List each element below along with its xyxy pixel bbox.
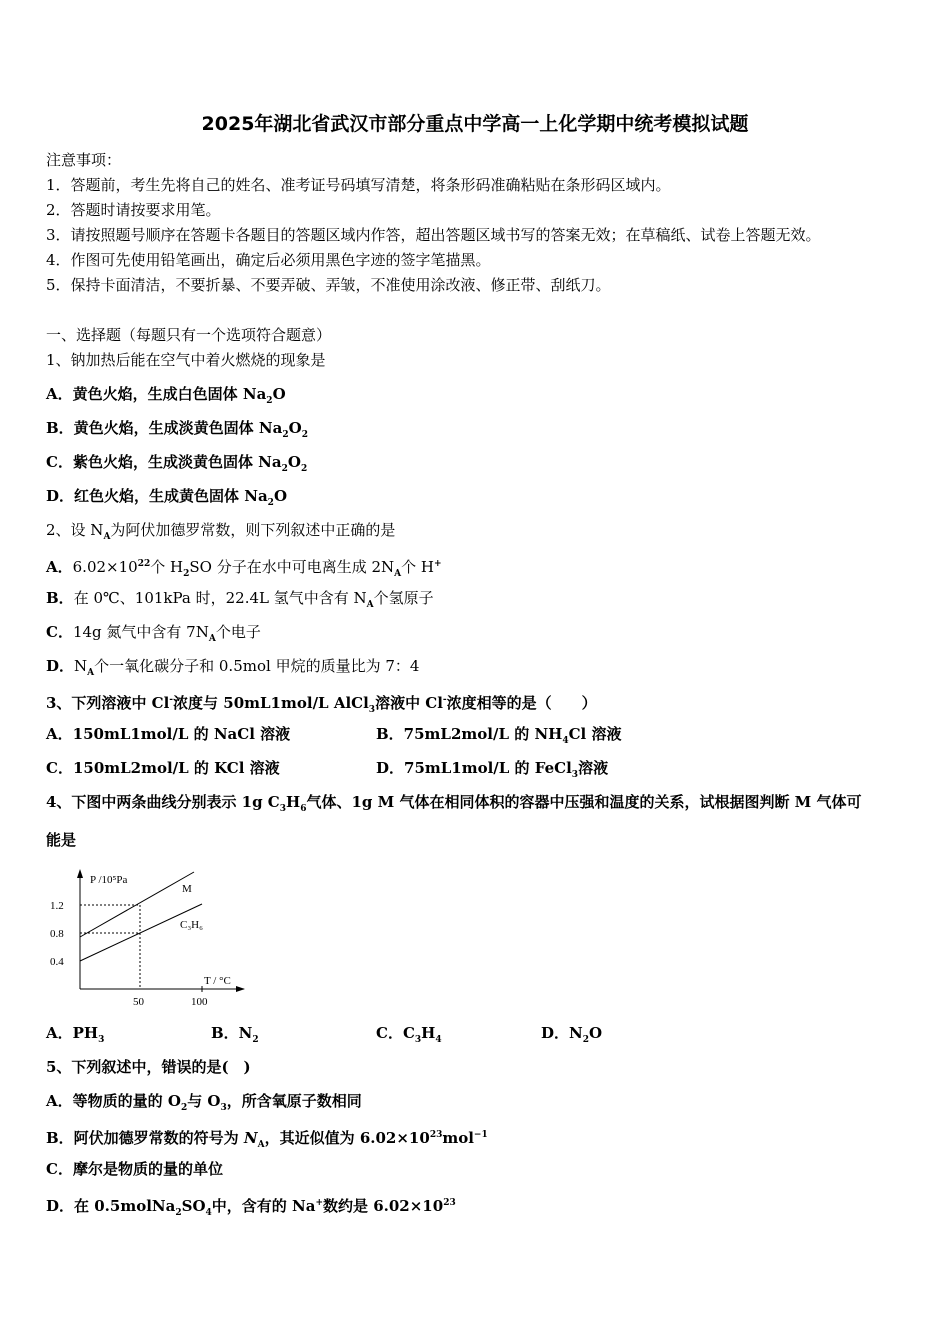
text-run: B．黄色火焰，生成淡黄色固体 Na — [46, 419, 283, 437]
text-run: B．N — [211, 1024, 253, 1042]
text-run: 2 — [175, 1208, 182, 1218]
option — [376, 724, 621, 751]
text-run: A． — [46, 558, 73, 576]
text-run: 1．答题前，考生先将自己的姓名、准考证号码填写清楚，将条形码准确粘贴在条形码区域内。 — [46, 176, 671, 194]
q2-option-b — [46, 588, 434, 615]
text-run: N — [74, 657, 88, 675]
line-C3H6 — [80, 904, 202, 961]
text-run: ，所含氧原子数相同 — [226, 1092, 362, 1110]
text-run: H — [421, 1024, 436, 1042]
text-run: 一、选择题（每题只有一个选项符合题意） — [46, 326, 332, 344]
text-run: SO — [181, 1197, 206, 1215]
text-run: 2 — [282, 430, 289, 440]
text-run: 2 — [252, 1035, 259, 1045]
text-run: C．紫色火焰，生成淡黄色固体 Na — [46, 453, 282, 471]
y-tick: 1.2 — [50, 900, 64, 912]
text-run: SO 分子在水中可电离生成 2N — [189, 558, 395, 576]
document-title: 2025年湖北省武汉市部分重点中学高一上化学期中统考模拟试题 — [201, 113, 749, 135]
q4-options — [46, 1023, 906, 1043]
text-run: A．等物质的量的 O — [46, 1092, 181, 1110]
text-run: 5．保持卡面清洁，不要折暴、不要弄破、弄皱，不准使用涂改液、修正带、刮纸刀。 — [46, 276, 611, 294]
text-run: 个一氧化碳分子和 0.5mol 甲烷的质量比为 7：4 — [94, 657, 420, 675]
text-run: Cl 溶液 — [568, 725, 622, 743]
text-run: 与 O — [187, 1092, 221, 1110]
text-run: 4 — [435, 1035, 442, 1045]
text-run: O — [288, 419, 302, 437]
text-run: B． — [46, 589, 74, 607]
text-run: + — [433, 559, 442, 569]
text-run: - — [442, 695, 447, 705]
text-run: C．摩尔是物质的量的单位 — [46, 1160, 223, 1178]
text-run: D．在 0.5molNa — [46, 1197, 176, 1215]
series-label-C3H6: C₃H₆ — [180, 919, 203, 931]
text-run: 3 — [98, 1035, 105, 1045]
text-run: D．N — [541, 1024, 583, 1042]
text-run: D．75mL1mol/L 的 FeCl — [376, 759, 572, 777]
x-axis-label: T / °C — [204, 975, 231, 987]
question-1 — [46, 350, 326, 370]
q5-option-b — [46, 1125, 488, 1155]
text-run: 2 — [281, 464, 288, 474]
option — [541, 1023, 602, 1050]
text-run: 23 — [429, 1130, 443, 1140]
note-3 — [46, 225, 821, 245]
text-run: 3 — [368, 705, 376, 715]
text-run: 2 — [267, 498, 274, 508]
text-run: 4．作图可先使用铅笔画出，确定后必须用黑色字迹的签字笔描黑。 — [46, 251, 491, 269]
q3-options-row-1 — [46, 724, 906, 744]
text-run: 浓度相等的是（ ） — [446, 694, 597, 712]
q1-option-c — [46, 452, 307, 479]
q5-option-c — [46, 1159, 223, 1179]
question-3 — [46, 690, 597, 720]
text-run: 溶液 — [578, 759, 609, 777]
text-run: ，其近似值为 6.02×10 — [264, 1129, 430, 1147]
text-run: 浓度与 50mL1mol/L AlCl — [173, 694, 369, 712]
section-heading — [46, 325, 331, 345]
text-run: A — [87, 668, 95, 678]
q5-option-d — [46, 1193, 456, 1223]
text-run: H — [286, 793, 301, 811]
q3-options-row-2 — [46, 758, 906, 778]
option — [46, 724, 290, 744]
question-5 — [46, 1057, 251, 1077]
text-run: C．C — [376, 1024, 415, 1042]
text-run: 2 — [183, 569, 190, 579]
question-2 — [46, 520, 395, 547]
q1-option-d — [46, 486, 287, 513]
text-run: A — [366, 600, 374, 610]
text-run: - — [169, 695, 174, 705]
text-run: 2 — [180, 1103, 188, 1113]
note-1 — [46, 175, 671, 195]
y-axis-label: P /10⁵Pa — [90, 874, 128, 886]
x-tick: 100 — [191, 996, 208, 1008]
text-run: 气体、1g M 气体在相同体积的容器中压强和温度的关系，试根据图判断 M 气体可 — [306, 793, 862, 811]
text-run: C．150mL2mol/L 的 KCl 溶液 — [46, 759, 280, 777]
text-run: A．黄色火焰，生成白色固体 Na — [46, 385, 267, 403]
option — [211, 1023, 259, 1050]
text-run: 3．请按照题号顺序在答题卡各题目的答题区域内作答，超出答题区域书写的答案无效；在草稿纸、试卷上答题无效。 — [46, 226, 821, 244]
y-tick: 0.4 — [50, 956, 64, 968]
text-run: O — [273, 487, 288, 505]
text-run: 1、钠加热后能在空气中着火燃烧的现象是 — [46, 351, 326, 369]
text-run: 4、下图中两条曲线分别表示 1g C — [46, 793, 280, 811]
text-run: 23 — [443, 1198, 456, 1208]
option — [376, 1023, 442, 1050]
text-run: 14g 氮气中含有 7N — [72, 623, 209, 641]
text-run: A．PH — [46, 1024, 99, 1042]
text-run: D．红色火焰，生成黄色固体 Na — [46, 487, 268, 505]
question-4-cont — [46, 830, 76, 850]
text-run: 2 — [300, 464, 308, 474]
text-run: 5、下列叙述中，错误的是( ) — [46, 1058, 251, 1076]
y-tick: 0.8 — [50, 928, 64, 940]
question-4 — [46, 792, 862, 819]
text-run: 数约是 6.02×10 — [322, 1197, 444, 1215]
text-run: O — [272, 385, 286, 403]
text-run: O — [589, 1024, 603, 1042]
notes-heading — [46, 150, 121, 170]
text-run: −1 — [473, 1130, 488, 1140]
text-run: 注意事项： — [46, 151, 122, 169]
text-run: N — [243, 1129, 258, 1147]
text-run: 22 — [137, 559, 151, 569]
option — [376, 758, 608, 785]
text-run: 2 — [266, 396, 273, 406]
text-run: 溶液中 Cl — [375, 694, 443, 712]
text-run: 在 0℃、101kPa 时，22.4L 氢气中含有 N — [73, 589, 367, 607]
text-run: A — [257, 1140, 265, 1150]
note-2 — [46, 200, 221, 220]
q5-option-a — [46, 1091, 362, 1118]
text-run: 3 — [220, 1103, 227, 1113]
text-run: 2 — [582, 1035, 589, 1045]
text-run: B．75mL2mol/L 的 NH — [376, 725, 563, 743]
text-run: 3 — [414, 1035, 422, 1045]
q2-option-d — [46, 656, 419, 683]
text-run: mol — [442, 1129, 474, 1147]
text-run: A．150mL1mol/L 的 NaCl 溶液 — [46, 725, 291, 743]
option — [46, 758, 280, 778]
series-label-M: M — [182, 883, 192, 895]
q2-option-a — [46, 554, 442, 584]
text-run: 2 — [301, 430, 308, 440]
text-run: 2．答题时请按要求用笔。 — [46, 201, 221, 219]
text-run: 4 — [205, 1208, 212, 1218]
text-run: 4 — [562, 736, 569, 746]
text-run: C． — [46, 623, 73, 641]
pressure-temperature-graph — [44, 866, 254, 1011]
text-run: 个 H — [401, 558, 434, 576]
text-run: 6 — [300, 804, 307, 814]
x-tick: 50 — [133, 996, 144, 1008]
text-run: 6.02×10 — [72, 558, 138, 576]
text-run: 3、下列溶液中 Cl — [46, 694, 170, 712]
text-run: 中，含有的 Na — [211, 1197, 316, 1215]
q2-option-c — [46, 622, 261, 649]
option — [46, 1023, 104, 1050]
text-run: 个 H — [150, 558, 184, 576]
note-4 — [46, 250, 491, 270]
q1-option-a — [46, 384, 286, 411]
text-run: + — [315, 1198, 323, 1208]
text-run: O — [287, 453, 301, 471]
text-run: D． — [46, 657, 75, 675]
text-run: 为阿伏加德罗常数，则下列叙述中正确的是 — [110, 521, 396, 539]
text-run: 3 — [571, 770, 579, 780]
text-run: A — [103, 532, 111, 542]
text-run: 个电子 — [215, 623, 261, 641]
text-run: 2、设 N — [46, 521, 104, 539]
text-run: 个氢原子 — [373, 589, 434, 607]
text-run: 3 — [279, 804, 287, 814]
text-run: B．阿伏加德罗常数的符号为 — [46, 1129, 244, 1147]
text-run: A — [394, 569, 402, 579]
q1-option-b — [46, 418, 308, 445]
note-5 — [46, 275, 611, 295]
text-run: A — [208, 634, 216, 644]
text-run: 能是 — [46, 831, 77, 849]
